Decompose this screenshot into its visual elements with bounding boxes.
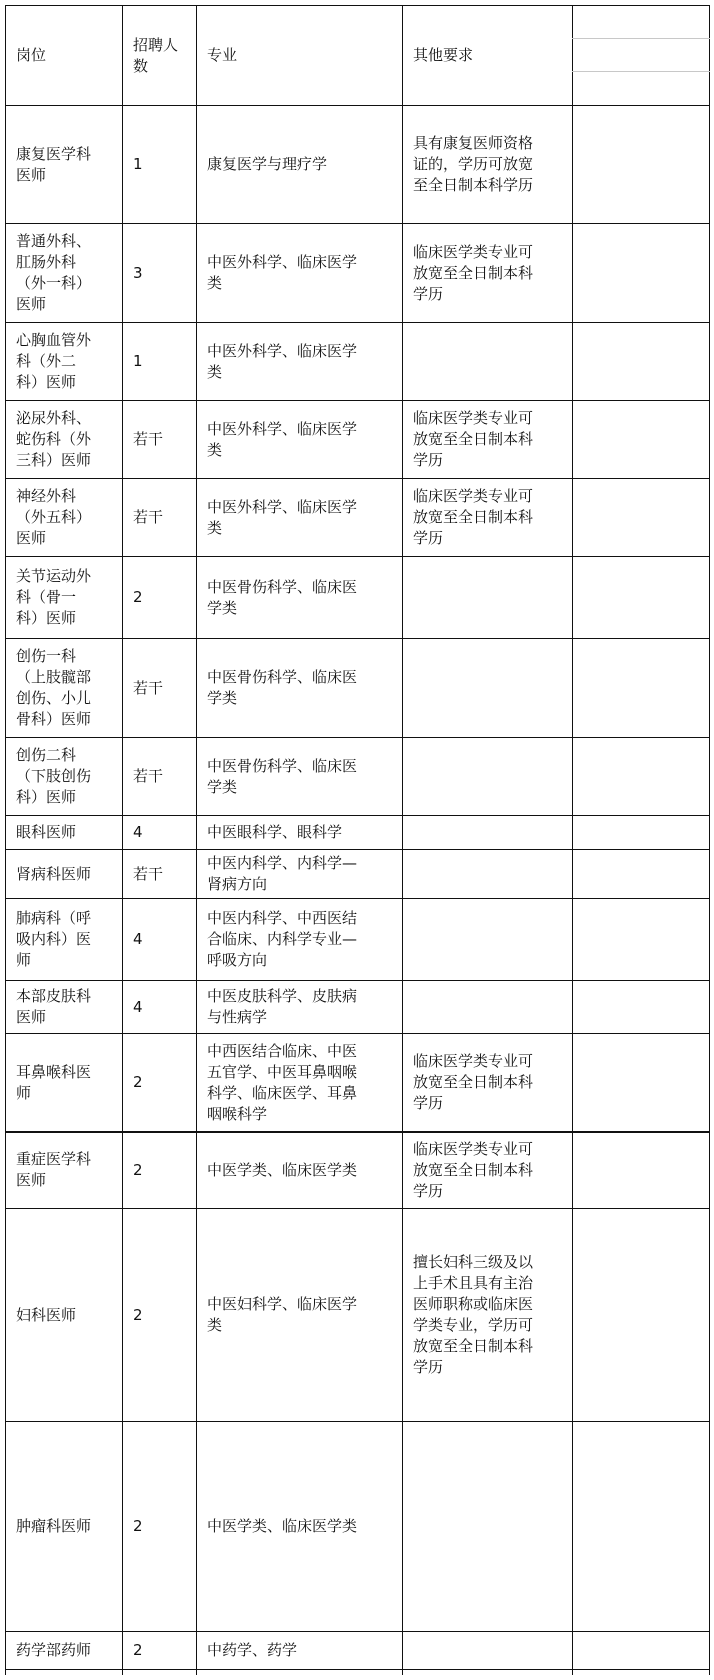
- position-cell: 泌尿外科、 蛇伤科（外 三科）医师: [16, 409, 92, 469]
- position-cell: 妇科医师: [16, 1305, 77, 1324]
- other-cell: 临床医学类专业可 放宽至全日制本科 学历: [413, 1139, 534, 1200]
- count-cell: 4: [133, 823, 143, 841]
- other-cell: [403, 1632, 572, 1669]
- major-cell: 中医内科学、内科学— 肾病方向: [207, 854, 358, 893]
- major-cell: 中医外科学、临床医学 类: [207, 341, 358, 381]
- header-extra-divider: [572, 38, 710, 39]
- major-cell: 中医骨伤科学、临床医 学类: [207, 668, 358, 707]
- major-cell: 中医内科学、中西医结 合临床、内科学专业— 呼吸方向: [207, 909, 358, 969]
- position-cell: 普通外科、 肛肠外科 （外一科） 医师: [16, 232, 92, 313]
- count-cell: 若干: [133, 678, 164, 697]
- position-cell: 创伤二科 （下肢创伤 科）医师: [16, 746, 92, 806]
- other-cell: 具有康复医师资格 证的，学历可放宽 至全日制本科学历: [413, 134, 534, 194]
- recruitment-table: [5, 5, 710, 1675]
- position-cell: 肿瘤科医师: [16, 1517, 92, 1535]
- count-cell: 4: [133, 997, 143, 1016]
- position-cell: 神经外科 （外五科） 医师: [16, 487, 92, 547]
- major-cell: 中医外科学、临床医学 类: [207, 497, 358, 537]
- column-border: [572, 5, 573, 1675]
- count-cell: 2: [133, 1160, 143, 1179]
- major-cell: 中医外科学、临床医学 类: [207, 253, 358, 292]
- count-cell: 1: [133, 352, 143, 370]
- major-cell: 中医皮肤科学、皮肤病 与性病学: [207, 987, 358, 1026]
- column-border: [709, 5, 710, 1675]
- other-cell: [403, 738, 572, 815]
- position-cell: 眼科医师: [16, 823, 77, 841]
- other-cell: [403, 981, 572, 1033]
- other-cell: 临床医学类专业可 放宽至全日制本科 学历: [413, 409, 534, 469]
- other-cell: [403, 639, 572, 737]
- row-border: [5, 1669, 710, 1670]
- header-extra-divider: [572, 71, 710, 72]
- count-cell: 若干: [133, 430, 164, 448]
- header-other: 其他要求: [413, 46, 474, 64]
- other-cell: [403, 1422, 572, 1631]
- major-cell: 中医眼科学、眼科学: [207, 823, 343, 841]
- major-cell: 康复医学与理疗学: [207, 155, 328, 173]
- other-cell: 擅长妇科三级及以 上手术且具有主治 医师职称或临床医 学类专业，学历可 放宽至全日制本科 学历: [413, 1253, 534, 1376]
- count-cell: 2: [133, 1305, 143, 1324]
- major-cell: 中医妇科学、临床医学 类: [207, 1295, 358, 1334]
- position-cell: 关节运动外 科（骨一 科）医师: [16, 567, 92, 627]
- major-cell: 中西医结合临床、中医 五官学、中医耳鼻咽喉 科学、临床医学、耳鼻 咽喉科学: [207, 1041, 358, 1123]
- count-cell: 若干: [133, 508, 164, 526]
- position-cell: 肺病科（呼 吸内科）医 师: [16, 909, 92, 969]
- position-cell: 创伤一科 （上肢髋部 创伤、小儿 骨科）医师: [16, 647, 92, 728]
- major-cell: 中医骨伤科学、临床医 学类: [207, 756, 358, 796]
- other-cell: [403, 557, 572, 638]
- count-cell: 2: [133, 1641, 143, 1659]
- count-cell: 2: [133, 1073, 143, 1091]
- major-cell: 中医学类、临床医学类: [207, 1517, 358, 1535]
- other-cell: [403, 816, 572, 849]
- position-cell: 肾病科医师: [16, 864, 92, 883]
- header-count: 招聘人 数: [133, 35, 179, 75]
- other-cell: 临床医学类专业可 放宽至全日制本科 学历: [413, 487, 534, 547]
- count-cell: 4: [133, 930, 143, 948]
- major-cell: 中医外科学、临床医学 类: [207, 419, 358, 459]
- major-cell: 中医学类、临床医学类: [207, 1160, 358, 1179]
- position-cell: 耳鼻喉科医 师: [16, 1062, 92, 1102]
- position-cell: 康复医学科 医师: [16, 144, 92, 184]
- header-major: 专业: [207, 46, 238, 64]
- header-position: 岗位: [16, 46, 47, 64]
- other-cell: [403, 850, 572, 898]
- count-cell: 2: [133, 588, 143, 606]
- position-cell: 心胸血管外 科（外二 科）医师: [16, 331, 92, 391]
- major-cell: 中医骨伤科学、临床医 学类: [207, 577, 358, 617]
- count-cell: 若干: [133, 864, 164, 883]
- other-cell: 临床医学类专业可 放宽至全日制本科 学历: [413, 1052, 534, 1112]
- position-cell: 本部皮肤科 医师: [16, 987, 92, 1026]
- other-cell: [403, 899, 572, 980]
- major-cell: 中药学、药学: [207, 1641, 298, 1659]
- position-cell: 重症医学科 医师: [16, 1150, 92, 1189]
- count-cell: 3: [133, 263, 143, 282]
- count-cell: 若干: [133, 767, 164, 785]
- count-cell: 2: [133, 1517, 143, 1535]
- other-cell: 临床医学类专业可 放宽至全日制本科 学历: [413, 242, 534, 303]
- position-cell: 药学部药师: [16, 1641, 92, 1659]
- other-cell: [403, 323, 572, 400]
- count-cell: 1: [133, 155, 143, 173]
